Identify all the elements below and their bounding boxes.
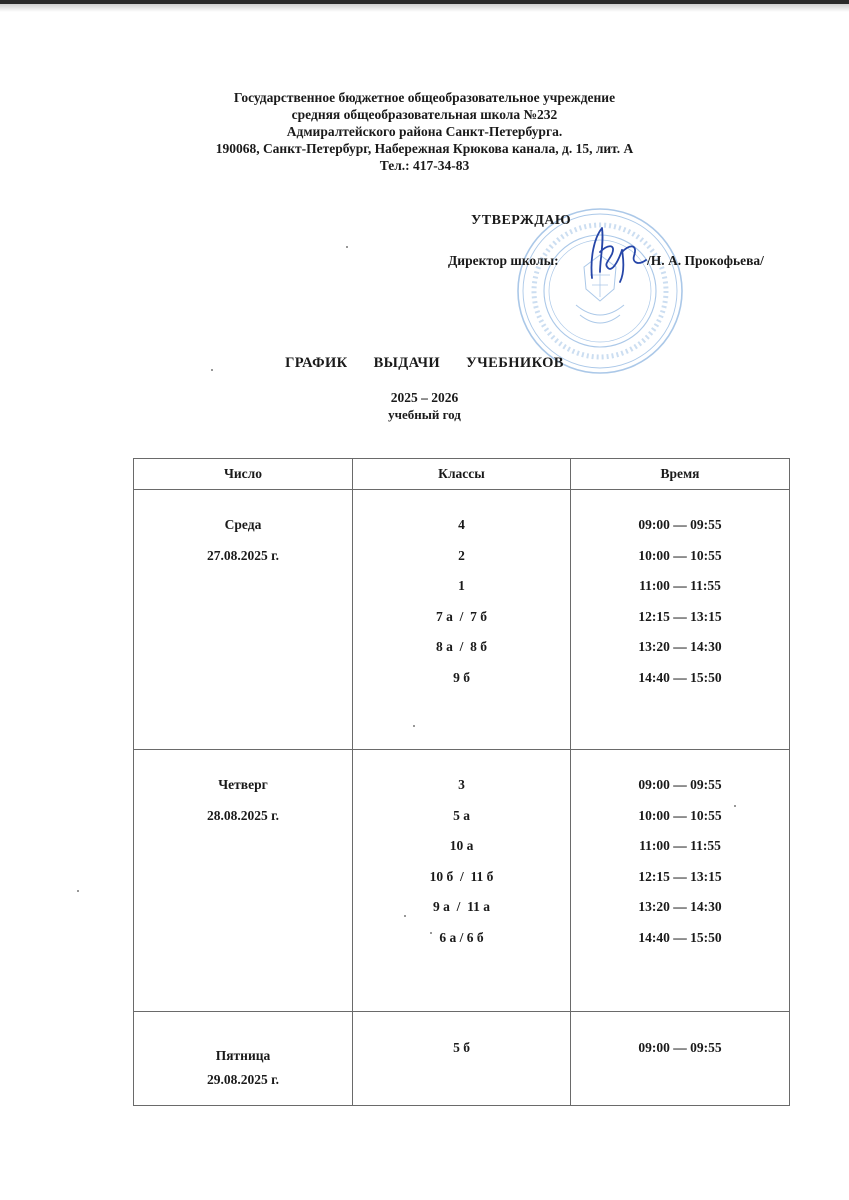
day-cell xyxy=(134,490,353,750)
textbook-issue-schedule-table xyxy=(133,458,790,1106)
institution-header xyxy=(60,89,789,174)
academic-year-subtitle: учебный год xyxy=(388,407,461,422)
classes-cell xyxy=(353,750,571,1012)
director-name: /Н. А. Прокофьева/ xyxy=(647,253,764,268)
class-entry: 5 а xyxy=(453,807,470,823)
times-cell xyxy=(571,1012,790,1106)
day-date: 28.08.2025 г. xyxy=(206,807,280,823)
header-line: 190068, Санкт-Петербург, Набережная Крюкова канала, д. 15, лит. А xyxy=(215,141,634,156)
table-row-wednesday xyxy=(134,490,790,750)
column-header-classes: Классы xyxy=(353,459,571,490)
time-slot: 13:20 — 14:30 xyxy=(638,639,722,655)
scan-speck xyxy=(404,915,406,917)
class-entry: 5 б xyxy=(453,1040,470,1055)
classes-cell xyxy=(353,1012,571,1106)
time-slot: 14:40 — 15:50 xyxy=(638,929,722,945)
header-line: Адмиралтейского района Санкт-Петербурга. xyxy=(286,124,563,139)
class-entry: 4 xyxy=(458,517,465,532)
times-cell xyxy=(571,750,790,1012)
scan-speck xyxy=(77,890,79,892)
time-slot: 13:20 — 14:30 xyxy=(638,899,722,915)
scan-speck xyxy=(413,725,415,727)
director-label: Директор школы: xyxy=(448,253,559,268)
class-entry: 7 а / 7 б xyxy=(435,608,487,624)
approval-title: УТВЕРЖДАЮ xyxy=(471,213,572,228)
academic-year-range: 2025 – 2026 xyxy=(390,390,459,405)
header-line: средняя общеобразовательная школа №232 xyxy=(291,107,558,122)
day-name: Пятница xyxy=(215,1048,271,1063)
day-date: 27.08.2025 г. xyxy=(206,547,280,563)
time-slot: 09:00 — 09:55 xyxy=(638,517,722,532)
class-entry: 10 б / 11 б xyxy=(429,868,494,884)
time-slot: 11:00 — 11:55 xyxy=(639,578,721,594)
class-entry: 3 xyxy=(458,777,465,792)
scan-speck xyxy=(346,246,348,248)
day-date: 29.08.2025 г. xyxy=(206,1072,280,1087)
class-entry: 10 а xyxy=(449,838,474,854)
table-header-row xyxy=(134,459,790,490)
class-entry: 2 xyxy=(458,547,465,563)
time-slot: 12:15 — 13:15 xyxy=(638,868,722,884)
time-slot: 11:00 — 11:55 xyxy=(639,838,721,854)
class-entry: 1 xyxy=(458,578,465,594)
time-slot: 10:00 — 10:55 xyxy=(638,547,722,563)
table-row-friday xyxy=(134,1012,790,1106)
times-cell xyxy=(571,490,790,750)
day-cell xyxy=(134,1012,353,1106)
time-slot: 09:00 — 09:55 xyxy=(638,777,722,792)
classes-cell xyxy=(353,490,571,750)
scan-speck xyxy=(211,369,213,371)
header-line: Государственное бюджетное общеобразовательное учреждение xyxy=(233,90,616,105)
scan-speck xyxy=(430,932,432,934)
time-slot: 10:00 — 10:55 xyxy=(638,807,722,823)
time-slot: 14:40 — 15:50 xyxy=(638,669,722,685)
scan-speck xyxy=(734,805,736,807)
table-row-thursday xyxy=(134,750,790,1012)
class-entry: 9 б xyxy=(453,669,470,685)
day-cell xyxy=(134,750,353,1012)
header-line: Тел.: 417-34-83 xyxy=(379,158,470,173)
class-entry: 6 а / 6 б xyxy=(439,929,484,945)
column-header-time: Время xyxy=(571,459,790,490)
scan-edge-shadow xyxy=(0,4,849,12)
director-signature xyxy=(578,222,658,290)
day-name: Среда xyxy=(224,517,262,532)
column-header-date: Число xyxy=(134,459,353,490)
day-name: Четверг xyxy=(218,777,268,792)
time-slot: 12:15 — 13:15 xyxy=(638,608,722,624)
time-slot: 09:00 — 09:55 xyxy=(638,1040,722,1055)
document-title: ГРАФИК ВЫДАЧИ УЧЕБНИКОВ xyxy=(285,355,564,371)
class-entry: 8 а / 8 б xyxy=(435,639,487,655)
class-entry: 9 а / 11 а xyxy=(432,899,490,915)
